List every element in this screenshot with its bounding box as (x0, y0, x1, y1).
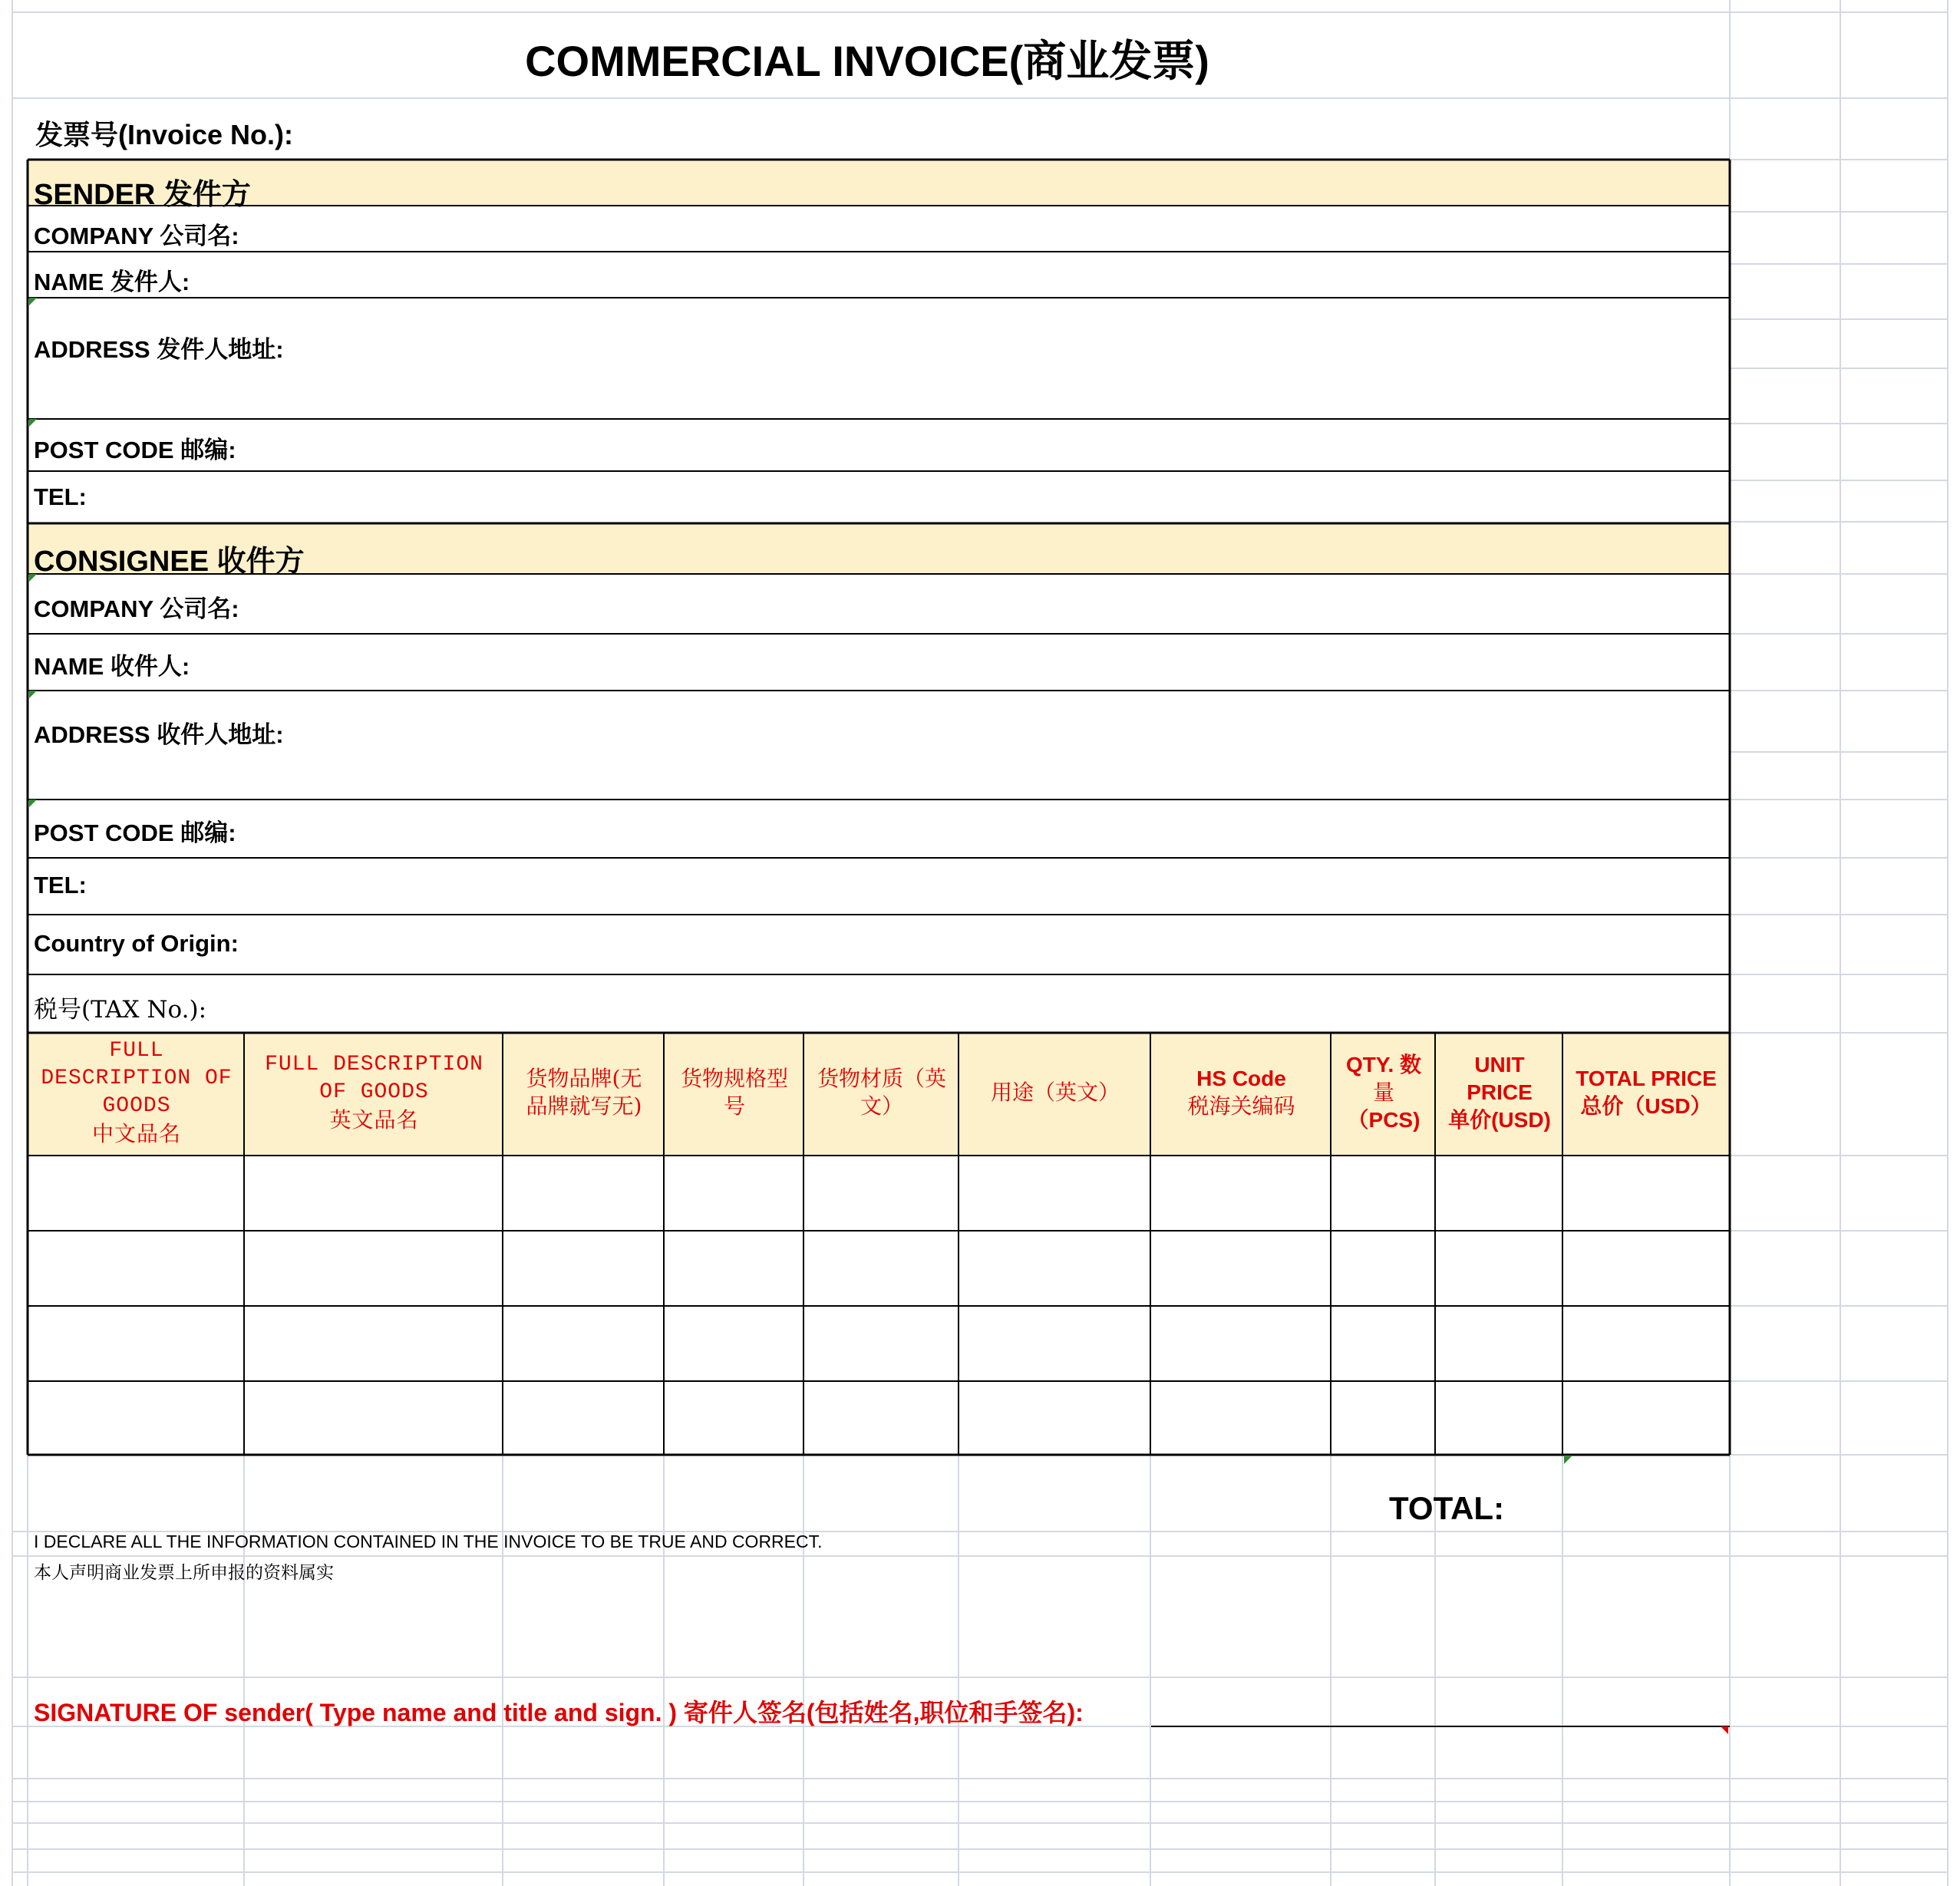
table-cell[interactable] (1564, 1157, 1728, 1229)
table-cell[interactable] (1152, 1232, 1329, 1304)
cell-comment-mark (1564, 1456, 1572, 1464)
table-cell[interactable] (504, 1157, 662, 1229)
consignee-postcode-label: POST CODE 邮编: (34, 819, 236, 846)
cell-comment-mark (29, 800, 37, 807)
page-title: COMMERCIAL INVOICE(商业发票) (525, 37, 1209, 85)
table-cell[interactable] (29, 1307, 243, 1380)
country-of-origin-label: Country of Origin: (34, 930, 239, 957)
consignee-heading: CONSIGNEE 收件方 (34, 546, 305, 578)
sender-name-label: NAME 发件人: (34, 269, 190, 295)
sender-postcode-label: POST CODE 邮编: (34, 437, 236, 463)
col-header-brand: 货物品牌(无 品牌就写无) (526, 1066, 642, 1119)
col-header-qty: QTY. 数 量 （PCS) (1345, 1053, 1421, 1132)
cell-comment-mark (1721, 1726, 1728, 1734)
table-cell[interactable] (1152, 1383, 1329, 1453)
table-cell[interactable] (960, 1383, 1149, 1453)
signature-label: SIGNATURE OF sender( Type name and title and sign. ) 寄件人签名(包括姓名,职位和手签名): (34, 1699, 1084, 1726)
table-cell[interactable] (1332, 1232, 1434, 1304)
sender-address-label: ADDRESS 发件人地址: (34, 336, 284, 363)
table-cell[interactable] (504, 1383, 662, 1453)
table-cell[interactable] (1152, 1307, 1329, 1380)
table-cell[interactable] (960, 1307, 1149, 1380)
consignee-company-label: COMPANY 公司名: (34, 595, 239, 622)
col-header-description-en: FULL DESCRIPTION OF GOODS 英文品名 (265, 1053, 483, 1133)
table-cell[interactable] (246, 1383, 501, 1453)
table-cell[interactable] (805, 1232, 957, 1304)
table-cell[interactable] (29, 1232, 243, 1304)
table-cell[interactable] (805, 1157, 957, 1229)
table-cell[interactable] (504, 1307, 662, 1380)
sender-heading: SENDER 发件方 (34, 179, 251, 211)
table-cell[interactable] (246, 1307, 501, 1380)
total-label: TOTAL: (1389, 1490, 1505, 1526)
table-cell[interactable] (805, 1383, 957, 1453)
col-header-hs-code: HS Code 税海关编码 (1187, 1067, 1295, 1119)
table-cell[interactable] (1437, 1383, 1561, 1453)
table-cell[interactable] (1152, 1157, 1329, 1229)
table-cell[interactable] (1564, 1383, 1728, 1453)
table-cell[interactable] (1564, 1307, 1728, 1380)
table-cell[interactable] (665, 1157, 802, 1229)
declaration-cn: 本人声明商业发票上所申报的资料属实 (34, 1563, 334, 1583)
declaration-en: I DECLARE ALL THE INFORMATION CONTAINED IN THE INVOICE TO BE TRUE AND CORRECT. (34, 1532, 823, 1551)
table-cell[interactable] (665, 1383, 802, 1453)
table-cell[interactable] (1332, 1307, 1434, 1380)
table-cell[interactable] (29, 1157, 243, 1229)
table-cell[interactable] (246, 1157, 501, 1229)
col-header-spec-model: 货物规格型 号 (680, 1066, 788, 1119)
invoice-no-label: 发票号(Invoice No.): (35, 119, 294, 150)
tax-no-label: 税号(TAX No.): (34, 996, 207, 1024)
sender-company-label: COMPANY 公司名: (34, 223, 239, 249)
table-cell[interactable] (246, 1232, 501, 1304)
col-header-total-price: TOTAL PRICE 总价（USD） (1576, 1067, 1717, 1118)
table-cell[interactable] (1564, 1232, 1728, 1304)
table-cell[interactable] (1332, 1157, 1434, 1229)
table-cell[interactable] (1332, 1383, 1434, 1453)
table-cell[interactable] (1437, 1307, 1561, 1380)
table-cell[interactable] (665, 1307, 802, 1380)
table-cell[interactable] (805, 1307, 957, 1380)
table-cell[interactable] (504, 1232, 662, 1304)
table-cell[interactable] (665, 1232, 802, 1304)
sender-tel-label: TEL: (34, 483, 87, 510)
table-cell[interactable] (29, 1383, 243, 1453)
table-cell[interactable] (960, 1232, 1149, 1304)
table-cell[interactable] (1437, 1232, 1561, 1304)
col-header-description-cn: FULL DESCRIPTION OF GOODS 中文品名 (41, 1039, 233, 1146)
sender-heading-fill (28, 160, 1730, 206)
consignee-tel-label: TEL: (34, 872, 87, 898)
consignee-name-label: NAME 收件人: (34, 653, 190, 680)
consignee-address-label: ADDRESS 收件人地址: (34, 721, 284, 748)
col-header-material: 货物材质（英 文） (817, 1066, 946, 1119)
cell-comment-mark (29, 691, 37, 698)
cell-comment-mark (29, 298, 37, 305)
table-cell[interactable] (960, 1157, 1149, 1229)
signature-field[interactable] (1151, 1692, 1728, 1724)
col-header-unit-price: UNIT PRICE 单价(USD) (1448, 1053, 1551, 1132)
table-cell[interactable] (1437, 1157, 1561, 1229)
col-header-usage: 用途（英文） (990, 1080, 1120, 1105)
cell-comment-mark (29, 419, 37, 427)
